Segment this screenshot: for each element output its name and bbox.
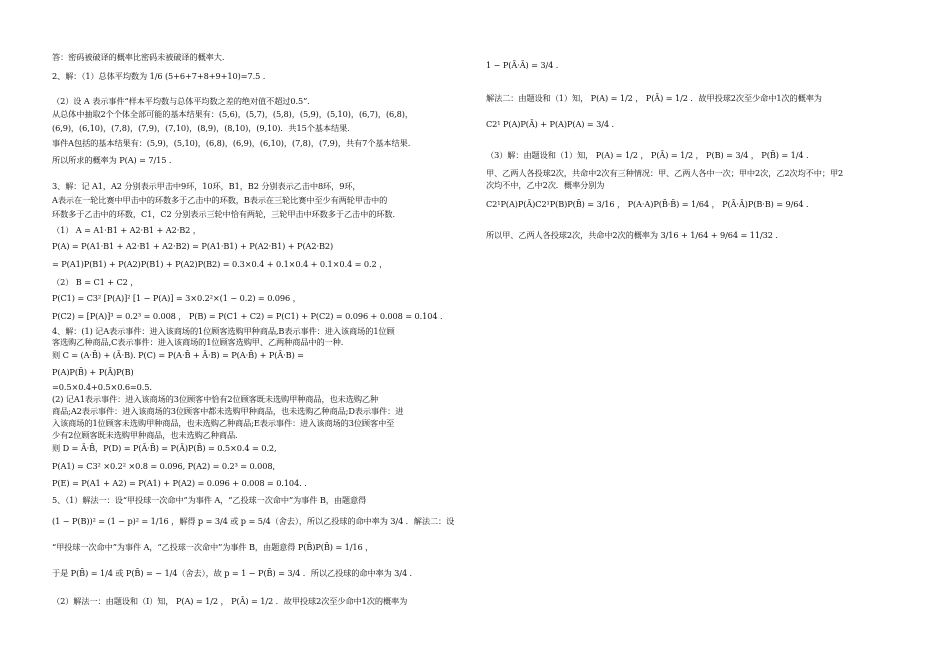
problem-3-line-7: （2） B = C1 + C2 ， <box>52 277 139 287</box>
problem-2-line-6: 所以所求的概率为 P(A) = 7/15 . <box>52 155 172 165</box>
problem-3-line-8: P(C1) = C3² [P(A)]² [1 − P(A)] = 3×0.2²×(1 − 0.2) = 0.096 ， <box>52 293 301 303</box>
problem-5-r-line-5: 甲、乙两人各投球2次，共命中2次有三种情况：甲、乙两人各中一次；甲中2次，乙2次均不中；甲2 <box>486 168 844 178</box>
problem-4-line-4: P(A)P(B̄) + P(Ā)P(B) <box>52 367 134 377</box>
problem-4-line-2: 客选购乙种商品,C表示事件：进入该商场的1位顾客选购甲、乙两种商品中的一种. <box>52 337 344 347</box>
problem-5-line-1: 5、（1）解法一：设“甲投球一次命中”为事件 A，“乙投球一次命中”为事件 B，由题意得 <box>52 495 367 505</box>
problem-5-r-line-3: C2¹ P(A)P(Ā) + P(A)P(A) = 3/4 . <box>486 119 615 129</box>
problem-3-line-4: （1） A = A1·B1 + A2·B1 + A2·B2 ， <box>52 225 201 235</box>
problem-5-line-3: “甲投球一次命中”为事件 A，“乙投球一次命中”为事件 B，由题意得 P(B̄)P(B̄) = 1/16 ， <box>52 542 374 552</box>
problem-2-line-5: 事件A包括的基本结果有：(5,9)，(5,10)，(6,8)，(6,9)，(6,10)，(7,8)，(7,9)，共有7个基本结果. <box>52 138 411 148</box>
problem-4-line-10: 则 D = Ā·B̄，P(D) = P(Ā·B̄) = P(Ā)P(B̄) = 0.5×0.4 = 0.2, <box>52 443 277 453</box>
problem-4-line-9: 少有2位顾客既未选购甲种商品，也未选购乙种商品. <box>52 430 238 440</box>
problem-3-line-3: 环数多于乙击中的环数，C1，C2 分别表示三轮中恰有两轮，三轮甲击中环数多于乙击中的环数. <box>52 209 395 219</box>
problem-5-line-5: （2）解法一：由题设和（Ⅰ）知， P(A) = 1/2 ， P(Ā) = 1/2 ．故甲投球2次至少命中1次的概率为 <box>52 596 408 606</box>
problem-5-r-line-4: （3）解：由题设和（1）知， P(A) = 1/2 ， P(Ā) = 1/2 ， P(B) = 3/4 ， P(B̄) = 1/4 ． <box>486 150 815 160</box>
problem-4-line-11: P(A1) = C3² ×0.2² ×0.8 = 0.096, P(A2) = 0.2³ = 0.008, <box>52 461 275 471</box>
problem-2-line-2: （2）设 A 表示事件“样本平均数与总体平均数之差的绝对值不超过0.5”． <box>52 96 316 106</box>
problem-4-line-6: (2) 记A1表示事件：进入该商场的3位顾客中恰有2位顾客既未选购甲种商品，也未选购乙种 <box>52 394 379 404</box>
problem-4-line-5: =0.5×0.4+0.5×0.6=0.5. <box>52 382 152 392</box>
problem-3-line-2: A表示在一轮比赛中甲击中的环数多于乙击中的环数，B表示在三轮比赛中至少有两轮甲击中的 <box>52 195 388 205</box>
problem-2-line-1: 2、解：（1）总体平均数为 1/6 (5+6+7+8+9+10)=7.5 . <box>52 71 266 81</box>
problem-2-line-3: 从总体中抽取2个个体全部可能的基本结果有：(5,6)，(5,7)，(5,8)，(5,9)，(5,10)，(6,7)，(6,8)， <box>52 109 413 119</box>
problem-3-line-6: = P(A1)P(B1) + P(A2)P(B1) + P(A2)P(B2) = 0.3×0.4 + 0.1×0.4 + 0.1×0.4 = 0.2 ， <box>52 259 388 269</box>
problem-4-line-7: 商品;A2表示事件：进入该商场的3位顾客中都未选购甲种商品，也未选购乙种商品;D表示事件：进 <box>52 406 404 416</box>
problem-5-r-line-7: C2¹P(A)P(Ā)C2¹P(B)P(B̄) = 3/16 ， P(A·A)P(B̄·B̄) = 1/64 ， P(Ā·Ā)P(B·B) = 9/64 ． <box>486 199 815 209</box>
problem-2-line-4: (6,9)，(6,10)，(7,8)，(7,9)，(7,10)，(8,9)，(8,10)，(9,10)．共15个基本结果. <box>52 123 350 133</box>
problem-5-r-line-8: 所以甲、乙两人各投球2次，共命中2次的概率为 3/16 + 1/64 + 9/64 = 11/32 ． <box>486 230 784 240</box>
answer-line: 答：密码被破译的概率比密码未被破译的概率大. <box>52 52 225 62</box>
problem-3-line-5: P(A) = P(A1·B1 + A2·B1 + A2·B2) = P(A1·B1) + P(A2·B1) + P(A2·B2) <box>52 241 334 251</box>
problem-4-line-8: 入该商场的1位顾客未选购甲种商品，也未选购乙种商品;E表示事件：进入该商场的3位顾客中至 <box>52 418 395 428</box>
problem-3-line-1: 3、解：记 A1，A2 分别表示甲击中9环，10环，B1，B2 分别表示乙击中8环，9环， <box>52 181 361 191</box>
problem-5-line-4: 于是 P(B̄) = 1/4 或 P(B̄) = − 1/4（舍去），故 p = 1 − P(B̄) = 3/4 ．所以乙投球的命中率为 3/4 ． <box>52 568 418 578</box>
problem-3-line-9: P(C2) = [P(A)]³ = 0.2³ = 0.008 ， P(B) = P(C1 + C2) = P(C1) + P(C2) = 0.096 + 0.008 = 0.104 ． <box>52 311 449 321</box>
problem-5-r-line-1: 1 − P(Ā·Ā) = 3/4 . <box>486 60 559 70</box>
problem-4-line-1: 4、解：(1) 记A表示事件：进入该商场的1位顾客选购甲种商品,B表示事件：进入该商场的1位顾 <box>52 326 395 336</box>
problem-5-line-2: (1 − P(B))² = (1 − p)² = 1/16 ，解得 p = 3/4 或 p = 5/4（舍去），所以乙投球的命中率为 3/4 ．解法二：设 <box>52 516 455 526</box>
problem-4-line-3: 则 C = (A·B̄) + (Ā·B). P(C) = P(A·B̄ + Ā·B) = P(A·B̄) + P(Ā·B) = <box>52 350 304 360</box>
problem-5-r-line-6: 次均不中，乙中2次．概率分别为 <box>486 180 605 190</box>
problem-4-line-12: P(E) = P(A1 + A2) = P(A1) + P(A2) = 0.096 + 0.008 = 0.104. . <box>52 478 307 488</box>
problem-5-r-line-2: 解法二：由题设和（1）知， P(A) = 1/2 ， P(Ā) = 1/2 ．故甲投球2次至少命中1次的概率为 <box>486 93 822 103</box>
